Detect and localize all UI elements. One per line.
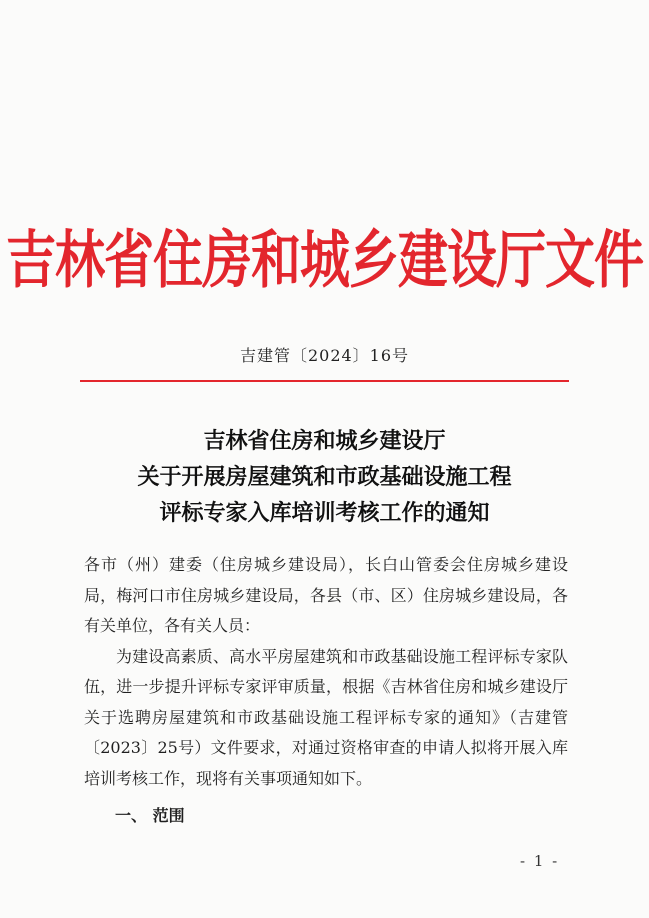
notice-body — [84, 550, 568, 794]
notice-title-line-1: 吉林省住房和城乡建设厅 — [203, 428, 446, 454]
body-paragraph-1: 为建设高素质、高水平房屋建筑和市政基础设施工程评标专家队伍，进一步提升评标专家评审质量，根据《吉林省住房和城乡建设厅关于选聘房屋建筑和市政基础设施工程评标专家的通知》（吉建管〔2023〕25号）文件要求，对通过资格审查的申请人拟将开展入库培训考核工作，现将有关事项通知如下。 — [84, 646, 568, 788]
document-header-title: 吉林省住房和城乡建设厅文件 — [6, 222, 643, 297]
notice-title — [0, 423, 649, 531]
recipients-paragraph: 各市（州）建委（住房城乡建设局），长白山管委会住房城乡建设局，梅河口市住房城乡建设局，各县（市、区）住房城乡建设局，各有关单位，各有关人员： — [84, 555, 568, 635]
section-heading-scope: 一、 范围 — [115, 806, 185, 825]
page-number: - 1 - — [520, 852, 560, 870]
red-divider-line — [80, 380, 569, 382]
document-number: 吉建管〔2024〕16号 — [239, 346, 410, 365]
notice-title-line-3: 评标专家入库培训考核工作的通知 — [159, 500, 490, 526]
notice-title-line-2: 关于开展房屋建筑和市政基础设施工程 — [137, 464, 512, 490]
